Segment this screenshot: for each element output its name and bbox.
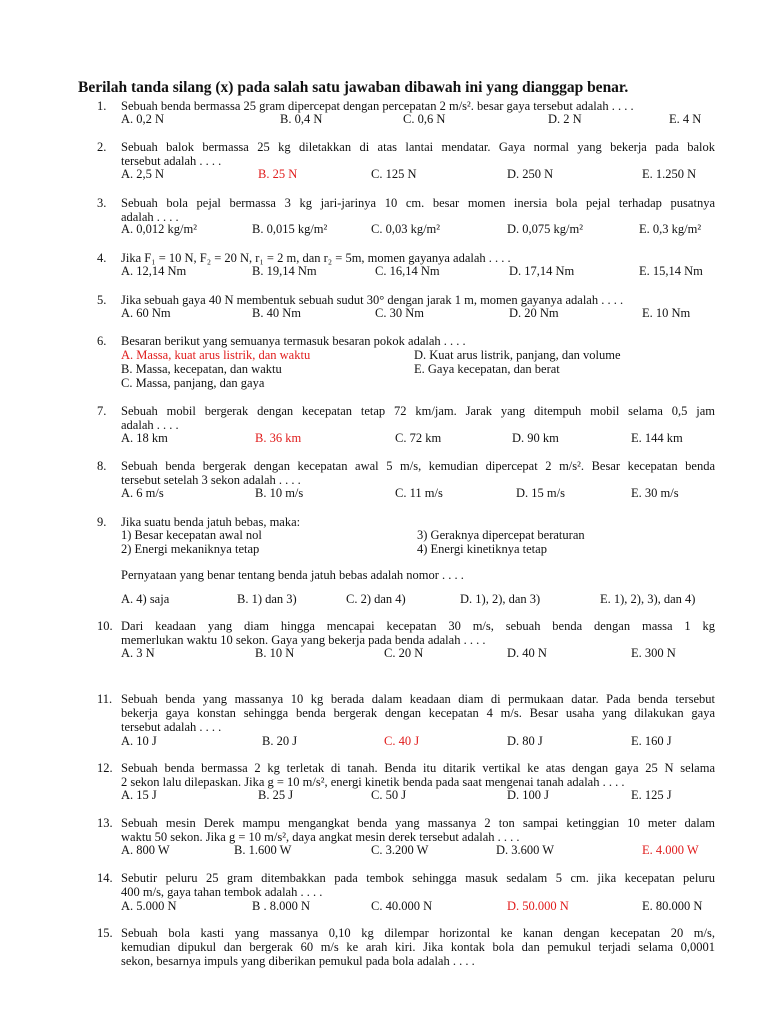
question-number: 5. [97,293,107,307]
answer-option[interactable]: C. 72 km [395,431,442,445]
question-text-line: Jika F₁ = 10 N, F₂ = 20 N, r₁ = 2 m, dan r₂ = 5m, momen gayanya adalah . . . . [121,251,511,265]
answer-option[interactable]: B. 1.600 W [234,843,292,857]
statement-item: 2) Energi mekaniknya tetap [121,542,260,556]
answer-option[interactable]: B. 10 N [255,646,295,660]
question-number: 4. [97,251,107,265]
answer-option[interactable]: B. 40 Nm [252,306,301,320]
question-text-line: Sebutir peluru 25 gram ditembakkan pada tembok sehingga masuk sedalam 5 cm. jika kecepatan peluru [121,871,715,885]
answer-option[interactable]: D. 3.600 W [496,843,555,857]
answer-option[interactable]: C. 11 m/s [395,486,443,500]
answer-option[interactable]: C. 16,14 Nm [375,264,440,278]
answer-option[interactable]: A. 6 m/s [121,486,164,500]
answer-option[interactable]: B. 0,015 kg/m² [252,222,328,236]
answer-option[interactable]: A. Massa, kuat arus listrik, dan waktu [121,348,311,362]
question-text-line: adalah . . . . [121,418,179,432]
question-text-line: Jika sebuah gaya 40 N membentuk sebuah sudut 30° dengan jarak 1 m, momen gayanya adalah . . . . [121,293,624,307]
answer-option[interactable]: A. 800 W [121,843,170,857]
question-number: 9. [97,515,107,529]
answer-option[interactable]: D. Kuat arus listrik, panjang, dan volume [414,348,621,362]
answer-option[interactable]: A. 0,012 kg/m² [121,222,197,236]
question-number: 12. [97,761,113,775]
answer-option[interactable]: D. 50.000 N [507,899,569,913]
question-number: 14. [97,871,113,885]
answer-option[interactable]: E. 1), 2), 3), dan 4) [600,592,696,606]
answer-option[interactable]: C. 3.200 W [371,843,429,857]
answer-option[interactable]: D. 17,14 Nm [509,264,575,278]
question-number: 6. [97,334,107,348]
question-text-line: tersebut adalah . . . . [121,154,222,168]
answer-option[interactable]: D. 100 J [507,788,550,802]
answer-option[interactable]: E. 300 N [631,646,676,660]
answer-option[interactable]: B. 25 N [258,167,298,181]
answer-option[interactable]: A. 10 J [121,734,157,748]
question-text-line: tersebut adalah . . . . [121,720,222,734]
answer-option[interactable]: C. 2) dan 4) [346,592,406,606]
question-text-line: Sebuah benda bermassa 25 gram dipercepat dengan percepatan 2 m/s². besar gaya tersebut adalah . . . . [121,99,634,113]
question-number: 11. [97,692,113,706]
answer-option[interactable]: E. 1.250 N [642,167,697,181]
answer-option[interactable]: D. 2 N [548,112,582,126]
question-number: 8. [97,459,107,473]
question-text-line: Sebuah mesin Derek mampu mengangkat benda yang massanya 2 ton sampai ketinggian 10 meter dalam [121,816,715,830]
answer-option[interactable]: A. 2,5 N [121,167,165,181]
question-number: 15. [97,926,113,940]
question-text-line: Besaran berikut yang semuanya termasuk besaran pokok adalah . . . . [121,334,466,348]
question-text-line: Jika suatu benda jatuh bebas, maka: [121,515,301,529]
question-text-line: Sebuah bola kasti yang massanya 0,10 kg dilempar horizontal ke kanan dengan kecepatan 20 m/s, [121,926,715,940]
answer-option[interactable]: C. Massa, panjang, dan gaya [121,376,265,390]
answer-option[interactable]: A. 12,14 Nm [121,264,187,278]
statement-item: 4) Energi kinetiknya tetap [417,542,547,556]
answer-option[interactable]: A. 5.000 N [121,899,177,913]
question-text-line: Sebuah benda yang massanya 10 kg berada dalam keadaan diam di permukaan datar. Pada benda tersebut [121,692,715,706]
statement-item: 1) Besar kecepatan awal nol [121,528,262,542]
instruction-title: Berilah tanda silang (x) pada salah satu jawaban dibawah ini yang dianggap benar. [78,79,629,96]
answer-option[interactable]: B. 0,4 N [280,112,323,126]
question-text-line: Sebuah bola pejal bermassa 3 kg jari-jarinya 10 cm. besar momen inersia bola pejal terhadap pusatnya [121,196,715,210]
answer-option[interactable]: D. 40 N [507,646,547,660]
answer-option[interactable]: C. 40 J [384,734,420,748]
question-text-line: adalah . . . . [121,210,179,224]
answer-option[interactable]: E. 10 Nm [642,306,691,320]
question-text-line: Sebuah benda bermassa 2 kg terletak di tanah. Benda itu ditarik vertikal ke atas dengan gaya 25 N selama [121,761,715,775]
question-text-line: 2 sekon lalu dilepaskan. Jika g = 10 m/s², energi kinetik benda pada saat mengenai tanah adalah . . . . [121,775,625,789]
answer-option[interactable]: D. 90 km [512,431,559,445]
question-text-line: tersebut setelah 3 sekon adalah . . . . [121,473,301,487]
answer-option[interactable]: A. 18 km [121,431,168,445]
question-text-line: memerlukan waktu 10 sekon. Gaya yang bekerja pada benda adalah . . . . [121,633,486,647]
question-text-line: sekon, besarnya impuls yang diberikan pemukul pada bola adalah . . . . [121,954,475,968]
question-text-line: waktu 50 sekon. Jika g = 10 m/s², daya angkat mesin derek tersebut adalah . . . . [121,830,520,844]
answer-option[interactable]: C. 0,6 N [403,112,446,126]
question-text-line: kemudian dipukul dan bergerak 60 m/s ke arah kiri. Jika kontak bola dan pemukul terjadi selama 0,0001 [121,940,715,954]
answer-option[interactable]: B. 19,14 Nm [252,264,317,278]
answer-option[interactable]: A. 3 N [121,646,155,660]
question-number: 7. [97,404,107,418]
question-prompt: Pernyataan yang benar tentang benda jatuh bebas adalah nomor . . . . [121,568,464,582]
answer-option[interactable]: B. 36 km [255,431,302,445]
answer-option[interactable]: E. 30 m/s [631,486,679,500]
answer-option[interactable]: B. 25 J [258,788,294,802]
question-number: 13. [97,816,113,830]
answer-option[interactable]: C. 50 J [371,788,407,802]
question-number: 2. [97,140,107,154]
answer-option[interactable]: B. 10 m/s [255,486,304,500]
answer-option[interactable]: A. 60 Nm [121,306,171,320]
question-text-line: 400 m/s, gaya tahan tembok adalah . . . . [121,885,323,899]
answer-option[interactable]: D. 80 J [507,734,543,748]
question-text-line: Sebuah balok bermassa 25 kg diletakkan di atas lantai mendatar. Gaya normal yang bekerja pada balok [121,140,715,154]
question-number: 10. [97,619,113,633]
question-number: 3. [97,196,107,210]
question-text-line: Sebuah benda bergerak dengan kecepatan awal 5 m/s, kemudian dipercepat 2 m/s². Besar kecepatan benda [121,459,715,473]
answer-option[interactable]: D. 0,075 kg/m² [507,222,583,236]
answer-option[interactable]: E. 80.000 N [642,899,703,913]
answer-option[interactable]: B. Massa, kecepatan, dan waktu [121,362,282,376]
answer-option[interactable]: C. 125 N [371,167,417,181]
answer-option[interactable]: B. 20 J [262,734,298,748]
question-text-line: bekerja gaya konstan sehingga benda bergerak dengan kecepatan 4 m/s. Besar usaha yang dilakukan gaya [121,706,715,720]
answer-option[interactable]: E. 4.000 W [642,843,699,857]
answer-option[interactable]: C. 0,03 kg/m² [371,222,441,236]
question-text-line: Dari keadaan yang diam hingga mencapai kecepatan 30 m/s, sebuah benda dengan massa 1 kg [121,619,715,633]
answer-option[interactable]: E. 15,14 Nm [639,264,703,278]
question-text-line: Sebuah mobil bergerak dengan kecepatan tetap 72 km/jam. Jarak yang ditempuh mobil selama 0,5 jam [121,404,715,418]
answer-option[interactable]: E. 144 km [631,431,683,445]
answer-option[interactable]: E. 0,3 kg/m² [639,222,702,236]
answer-option[interactable]: C. 30 Nm [375,306,424,320]
answer-option[interactable]: A. 4) saja [121,592,170,606]
answer-option[interactable]: C. 20 N [384,646,424,660]
answer-option[interactable]: D. 20 Nm [509,306,559,320]
statement-item: 3) Geraknya dipercepat beraturan [417,528,585,542]
answer-option[interactable]: D. 250 N [507,167,554,181]
answer-option[interactable]: E. 160 J [631,734,672,748]
answer-option[interactable]: B . 8.000 N [252,899,310,913]
answer-option[interactable]: D. 1), 2), dan 3) [460,592,541,606]
answer-option[interactable]: E. 125 J [631,788,672,802]
answer-option[interactable]: A. 0,2 N [121,112,165,126]
answer-option[interactable]: E. 4 N [669,112,702,126]
answer-option[interactable]: C. 40.000 N [371,899,433,913]
answer-option[interactable]: B. 1) dan 3) [237,592,297,606]
answer-option[interactable]: D. 15 m/s [516,486,565,500]
answer-option[interactable]: E. Gaya kecepatan, dan berat [414,362,560,376]
question-number: 1. [97,99,107,113]
answer-option[interactable]: A. 15 J [121,788,157,802]
